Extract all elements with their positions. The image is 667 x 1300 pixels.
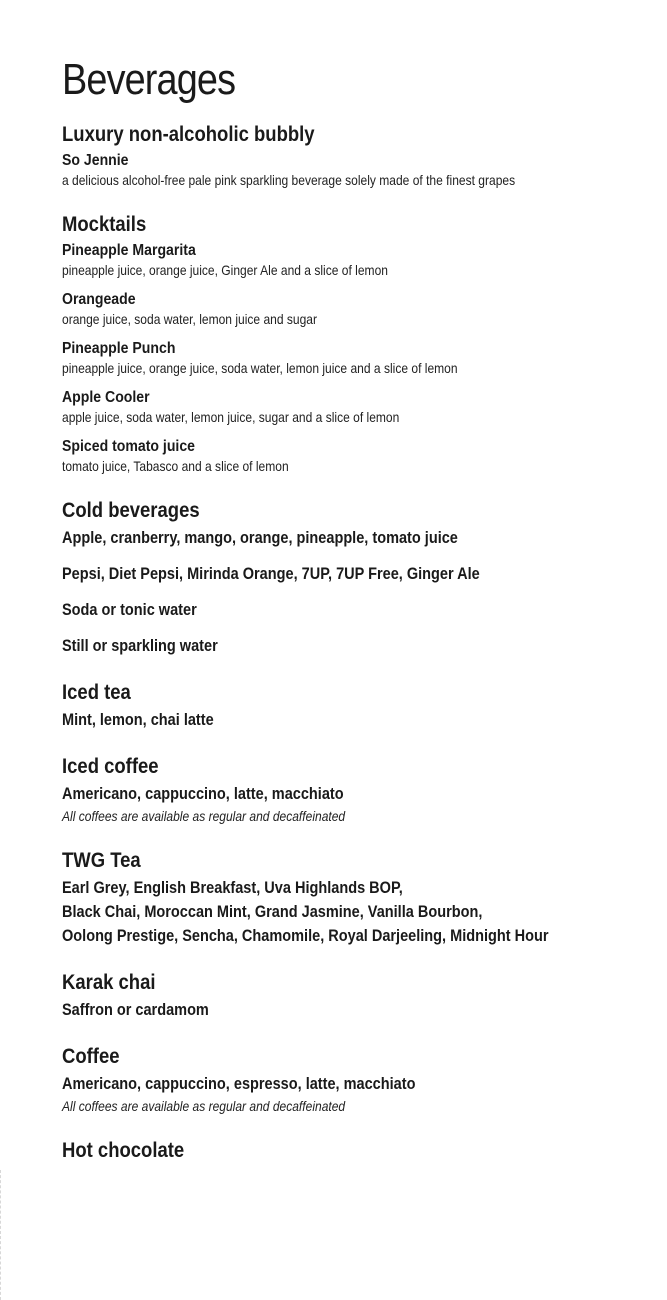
section-title: Mocktails <box>62 213 147 236</box>
menu-line: Pepsi, Diet Pepsi, Mirinda Orange, 7UP, 7UP Free, Ginger Ale <box>62 565 480 583</box>
menu-line: Apple, cranberry, mango, orange, pineapple, tomato juice <box>62 529 458 547</box>
section-title: Cold beverages <box>62 499 200 522</box>
section-title: Hot chocolate <box>62 1139 185 1162</box>
section-twg-tea <box>62 848 652 948</box>
menu-item <box>62 240 652 280</box>
item-description: pineapple juice, orange juice, Ginger Ale and a slice of lemon <box>62 262 388 278</box>
item-description: a delicious alcohol-free pale pink sparkling beverage solely made of the finest grapes <box>62 172 516 188</box>
section-cold-beverages <box>62 498 652 658</box>
section-bubbly <box>62 122 652 190</box>
beverages-menu <box>62 50 652 1186</box>
item-description: orange juice, soda water, lemon juice and sugar <box>62 311 318 327</box>
section-title: Iced coffee <box>62 755 159 778</box>
menu-line: Americano, cappuccino, espresso, latte, macchiato <box>62 1075 416 1093</box>
section-mocktails <box>62 212 652 476</box>
footnote: All coffees are available as regular and decaffeinated <box>62 808 346 824</box>
section-title: Iced tea <box>62 681 131 704</box>
section-title: Karak chai <box>62 971 156 994</box>
item-name: Spiced tomato juice <box>62 438 196 455</box>
menu-line: Still or sparkling water <box>62 637 218 655</box>
menu-item <box>62 150 652 190</box>
section-hot-chocolate <box>62 1138 652 1164</box>
menu-line: Mint, lemon, chai latte <box>62 711 214 729</box>
item-description: tomato juice, Tabasco and a slice of lemon <box>62 458 289 474</box>
menu-item <box>62 436 652 476</box>
menu-line: Earl Grey, English Breakfast, Uva Highlands BOP, <box>62 879 403 897</box>
menu-line: Saffron or cardamom <box>62 1001 209 1019</box>
section-iced-coffee <box>62 754 652 826</box>
section-coffee <box>62 1044 652 1116</box>
menu-item <box>62 338 652 378</box>
menu-line: Soda or tonic water <box>62 601 197 619</box>
menu-item <box>62 289 652 329</box>
section-title: Luxury non-alcoholic bubbly <box>62 123 315 146</box>
item-name: Pineapple Margarita <box>62 242 196 259</box>
item-description: pineapple juice, orange juice, soda water, lemon juice and a slice of lemon <box>62 360 458 376</box>
section-title: TWG Tea <box>62 849 141 872</box>
item-name: Apple Cooler <box>62 389 150 406</box>
section-karak-chai <box>62 970 652 1022</box>
item-name: Orangeade <box>62 291 136 308</box>
page-edge-divider <box>0 1170 4 1300</box>
menu-line: Black Chai, Moroccan Mint, Grand Jasmine, Vanilla Bourbon, <box>62 903 483 921</box>
section-iced-tea <box>62 680 652 732</box>
page-title: Beverages <box>62 55 236 104</box>
menu-line: Oolong Prestige, Sencha, Chamomile, Royal Darjeeling, Midnight Hour <box>62 927 549 945</box>
footnote: All coffees are available as regular and decaffeinated <box>62 1098 346 1114</box>
item-name: Pineapple Punch <box>62 340 176 357</box>
item-name: So Jennie <box>62 152 129 169</box>
item-description: apple juice, soda water, lemon juice, sugar and a slice of lemon <box>62 409 400 425</box>
menu-item <box>62 387 652 427</box>
menu-line: Americano, cappuccino, latte, macchiato <box>62 785 344 803</box>
section-title: Coffee <box>62 1045 120 1068</box>
